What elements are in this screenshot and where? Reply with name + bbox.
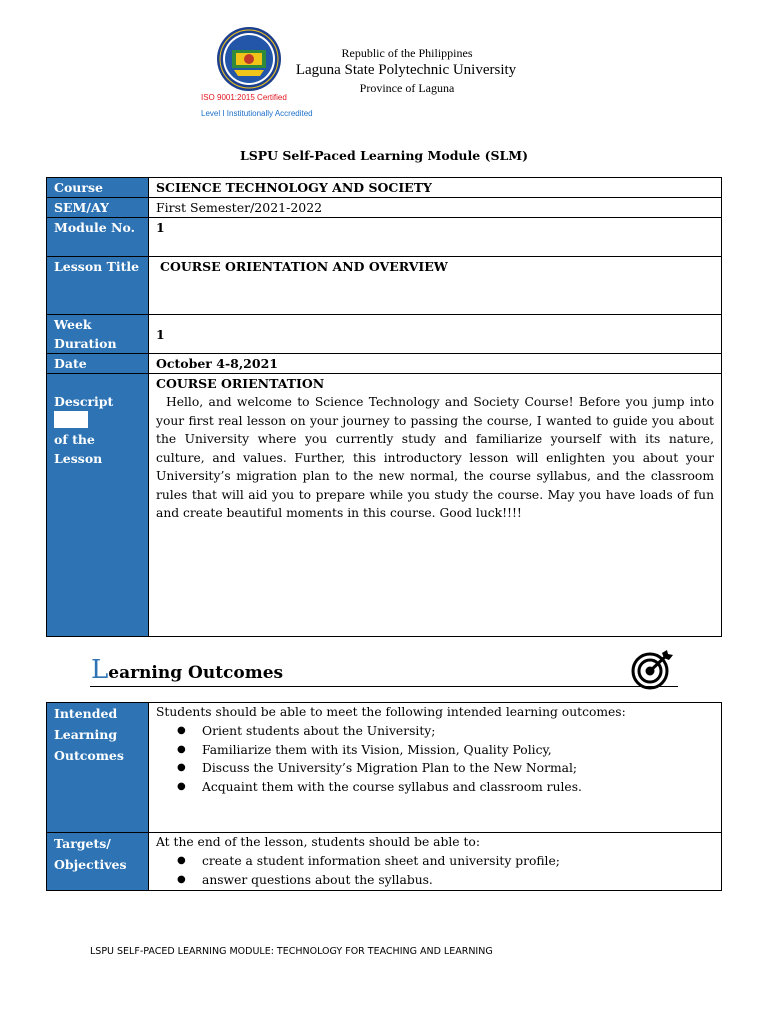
list-item: ● Discuss the University’s Migration Plan to the New Normal; [156,759,714,778]
date-label: Date [47,354,149,374]
week-label-line-1: Week [54,317,92,332]
iso-certification: ISO 9001:2015 Certified [201,93,287,102]
heading-rule [90,686,678,687]
course-label: Course [47,178,149,198]
date-value: October 4-8,2021 [149,354,722,374]
description-label [47,374,149,637]
description-label-line-3: Lesson [54,451,103,466]
ilo-list [156,722,714,796]
description-label-line-1: Descript [54,392,141,430]
heading-initial: L [91,655,109,685]
lesson-row [47,257,722,315]
ilo-row [47,703,722,833]
targets-row [47,833,722,891]
course-value: SCIENCE TECHNOLOGY AND SOCIETY [149,178,722,198]
page-footer: LSPU SELF-PACED LEARNING MODULE: TECHNOLOGY FOR TEACHING AND LEARNING [90,946,493,957]
sem-label: SEM/AY [47,198,149,218]
sem-row [47,198,722,218]
learning-outcomes-heading [91,655,283,685]
ilo-label-line-1: Intended [54,706,118,721]
list-item: ● answer questions about the syllabus. [156,871,714,890]
list-item: ● create a student information sheet and university profile; [156,852,714,871]
week-value: 1 [149,315,722,354]
description-label-line-2: of the [54,432,95,447]
description-row [47,374,722,637]
module-value: 1 [149,218,722,257]
targets-label-line-1: Targets/ [54,836,111,851]
description-heading: COURSE ORIENTATION [156,376,325,391]
targets-label-line-2: Objectives [54,857,127,872]
label-redaction [54,411,88,428]
list-item: ● Orient students about the University; [156,722,714,741]
week-row [47,315,722,354]
targets-label [47,833,149,891]
week-label [47,315,149,354]
date-row [47,354,722,374]
module-label: Module No. [47,218,149,257]
week-label-line-2: Duration [54,336,117,351]
outcomes-table [46,702,722,891]
course-row [47,178,722,198]
province-line: Province of Laguna [359,81,455,95]
heading-rest: earning Outcomes [108,663,284,683]
module-title: LSPU Self-Paced Learning Module (SLM) [239,148,529,163]
ilo-intro: Students should be able to meet the following intended learning outcomes: [156,705,626,719]
ilo-label [47,703,149,833]
description-value [149,374,722,637]
list-item: ● Acquaint them with the course syllabus and classroom rules. [156,778,714,797]
targets-intro: At the end of the lesson, students should be able to: [156,835,480,849]
university-name: Laguna State Polytechnic University [295,62,517,78]
lesson-value: COURSE ORIENTATION AND OVERVIEW [149,257,722,315]
module-info-table [46,177,722,637]
module-row [47,218,722,257]
ilo-label-line-2: Learning [54,727,118,742]
ilo-label-line-3: Outcomes [54,748,124,763]
sem-value: First Semester/2021-2022 [149,198,722,218]
lesson-label: Lesson Title [47,257,149,315]
targets-value [149,833,722,891]
ilo-value [149,703,722,833]
targets-list [156,852,714,889]
description-text: Hello, and welcome to Science Technology and Society Course! Before you jump into your first real lesson on your journey to passing the course, I wanted to guide you about the University where you currently study and familiarize yourself with its nature, culture, and values. Further, this introductory lesson will enlighten you about your University’s migration plan to the new normal, the course syllabus, and the classroom rules that will aid you to prepare while you study the course. May you have loads of fun and create beautiful moments in this course. Good luck!!!! [156,395,714,520]
list-item: ● Familiarize them with its Vision, Mission, Quality Policy, [156,741,714,760]
target-icon [630,650,674,690]
republic-line: Republic of the Philippines [341,46,473,60]
accreditation-line: Level I Institutionally Accredited [201,109,313,118]
